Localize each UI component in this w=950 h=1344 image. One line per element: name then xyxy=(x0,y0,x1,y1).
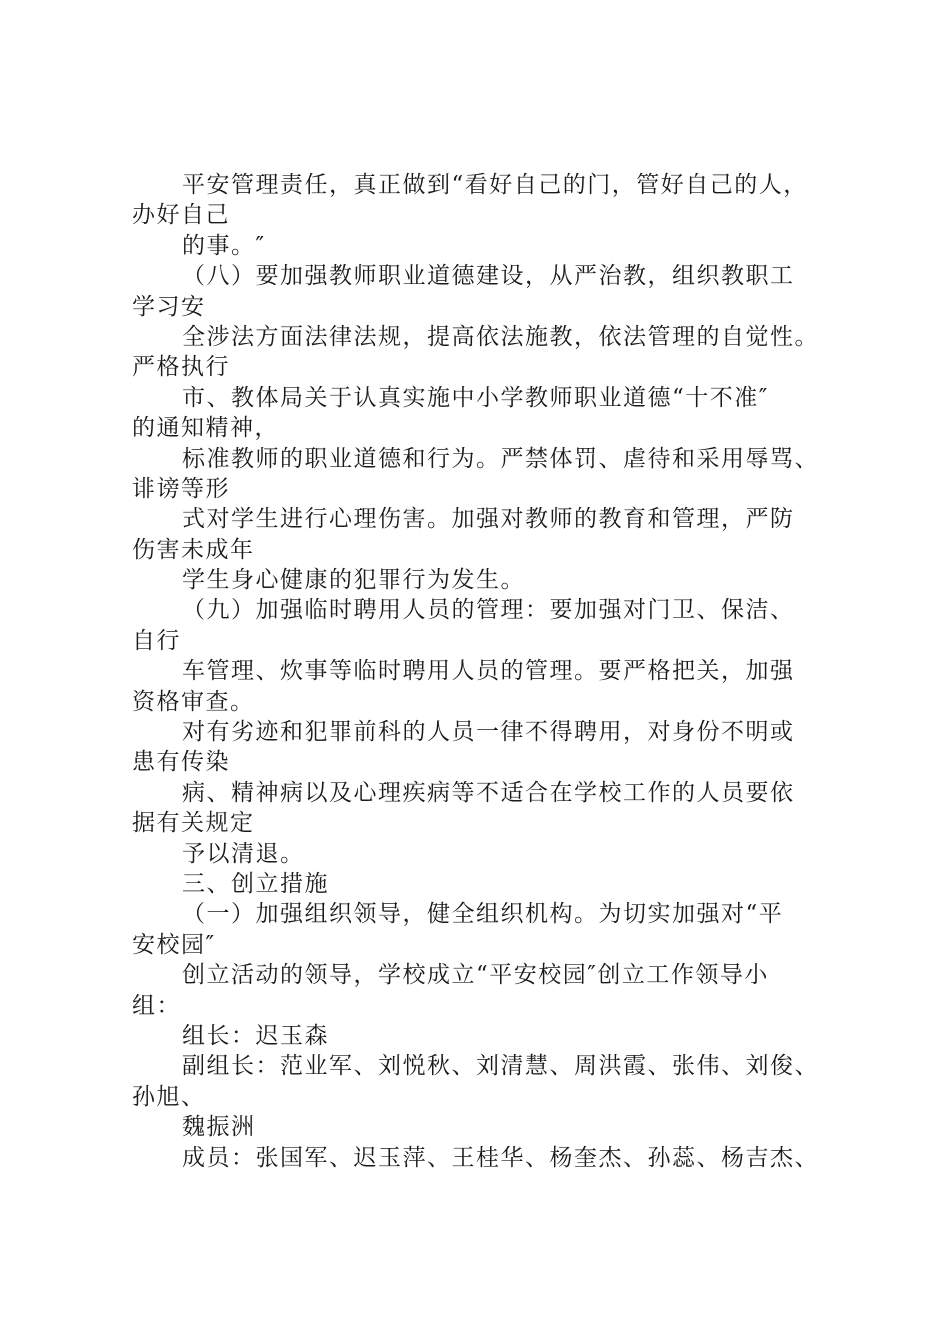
paragraph-line: 三、创立措施 xyxy=(182,870,329,897)
continuation-line: 据有关规定 xyxy=(132,810,255,837)
paragraph-line: 病、精神病以及心理疾病等不适合在学校工作的人员要依 xyxy=(182,779,795,806)
paragraph-line: 学生身心健康的犯罪行为发生。 xyxy=(182,567,525,594)
continuation-line: 自行 xyxy=(132,627,181,654)
paragraph-line: 成员：张国军、迟玉萍、王桂华、杨奎杰、孙蕊、杨吉杰、 xyxy=(182,1144,819,1171)
paragraph-line: 魏振洲 xyxy=(182,1114,256,1141)
paragraph-line: 的事。″ xyxy=(182,232,266,259)
paragraph-line: 全涉法方面法律法规，提高依法施教，依法管理的自觉性。 xyxy=(182,323,819,350)
paragraph-line: （一）加强组织领导，健全组织机构。为切实加强对“平 xyxy=(182,901,784,928)
continuation-line: 孙旭、 xyxy=(132,1083,206,1110)
continuation-line: 诽谤等形 xyxy=(132,475,230,502)
continuation-line: 安校园″ xyxy=(132,931,216,958)
continuation-line: 学习安 xyxy=(132,293,206,320)
continuation-line: 组： xyxy=(132,992,181,1019)
continuation-line: 办好自己 xyxy=(132,202,230,229)
paragraph-line: 式对学生进行心理伤害。加强对教师的教育和管理，严防 xyxy=(182,506,795,533)
paragraph-line: 副组长：范业军、刘悦秋、刘清慧、周洪霞、张伟、刘俊、 xyxy=(182,1053,819,1080)
continuation-line: 的通知精神， xyxy=(132,415,279,442)
paragraph-line: （八）要加强教师职业道德建设，从严治教，组织教职工 xyxy=(182,263,795,290)
continuation-line: 严格执行 xyxy=(132,354,230,381)
paragraph-line: 车管理、炊事等临时聘用人员的管理。要严格把关，加强 xyxy=(182,658,795,685)
paragraph-line: 标准教师的职业道德和行为。严禁体罚、虐待和采用辱骂、 xyxy=(182,445,819,472)
paragraph-line: 创立活动的领导，学校成立“平安校园″创立工作领导小 xyxy=(182,962,769,989)
continuation-line: 资格审查。 xyxy=(132,688,255,715)
document-body xyxy=(132,170,842,1173)
paragraph-line: （九）加强临时聘用人员的管理：要加强对门卫、保洁、 xyxy=(182,597,795,624)
continuation-line: 伤害未成年 xyxy=(132,536,255,563)
paragraph-line: 市、教体局关于认真实施中小学教师职业道德“十不准″ xyxy=(182,384,769,411)
paragraph-line: 对有劣迹和犯罪前科的人员一律不得聘用，对身份不明或 xyxy=(182,719,795,746)
continuation-line: 患有传染 xyxy=(132,749,230,776)
paragraph-line: 予以清退。 xyxy=(182,840,305,867)
paragraph-line: 组长：迟玉森 xyxy=(182,1022,329,1049)
paragraph-line: 平安管理责任，真正做到“看好自己的门，管好自己的人， xyxy=(182,172,808,198)
